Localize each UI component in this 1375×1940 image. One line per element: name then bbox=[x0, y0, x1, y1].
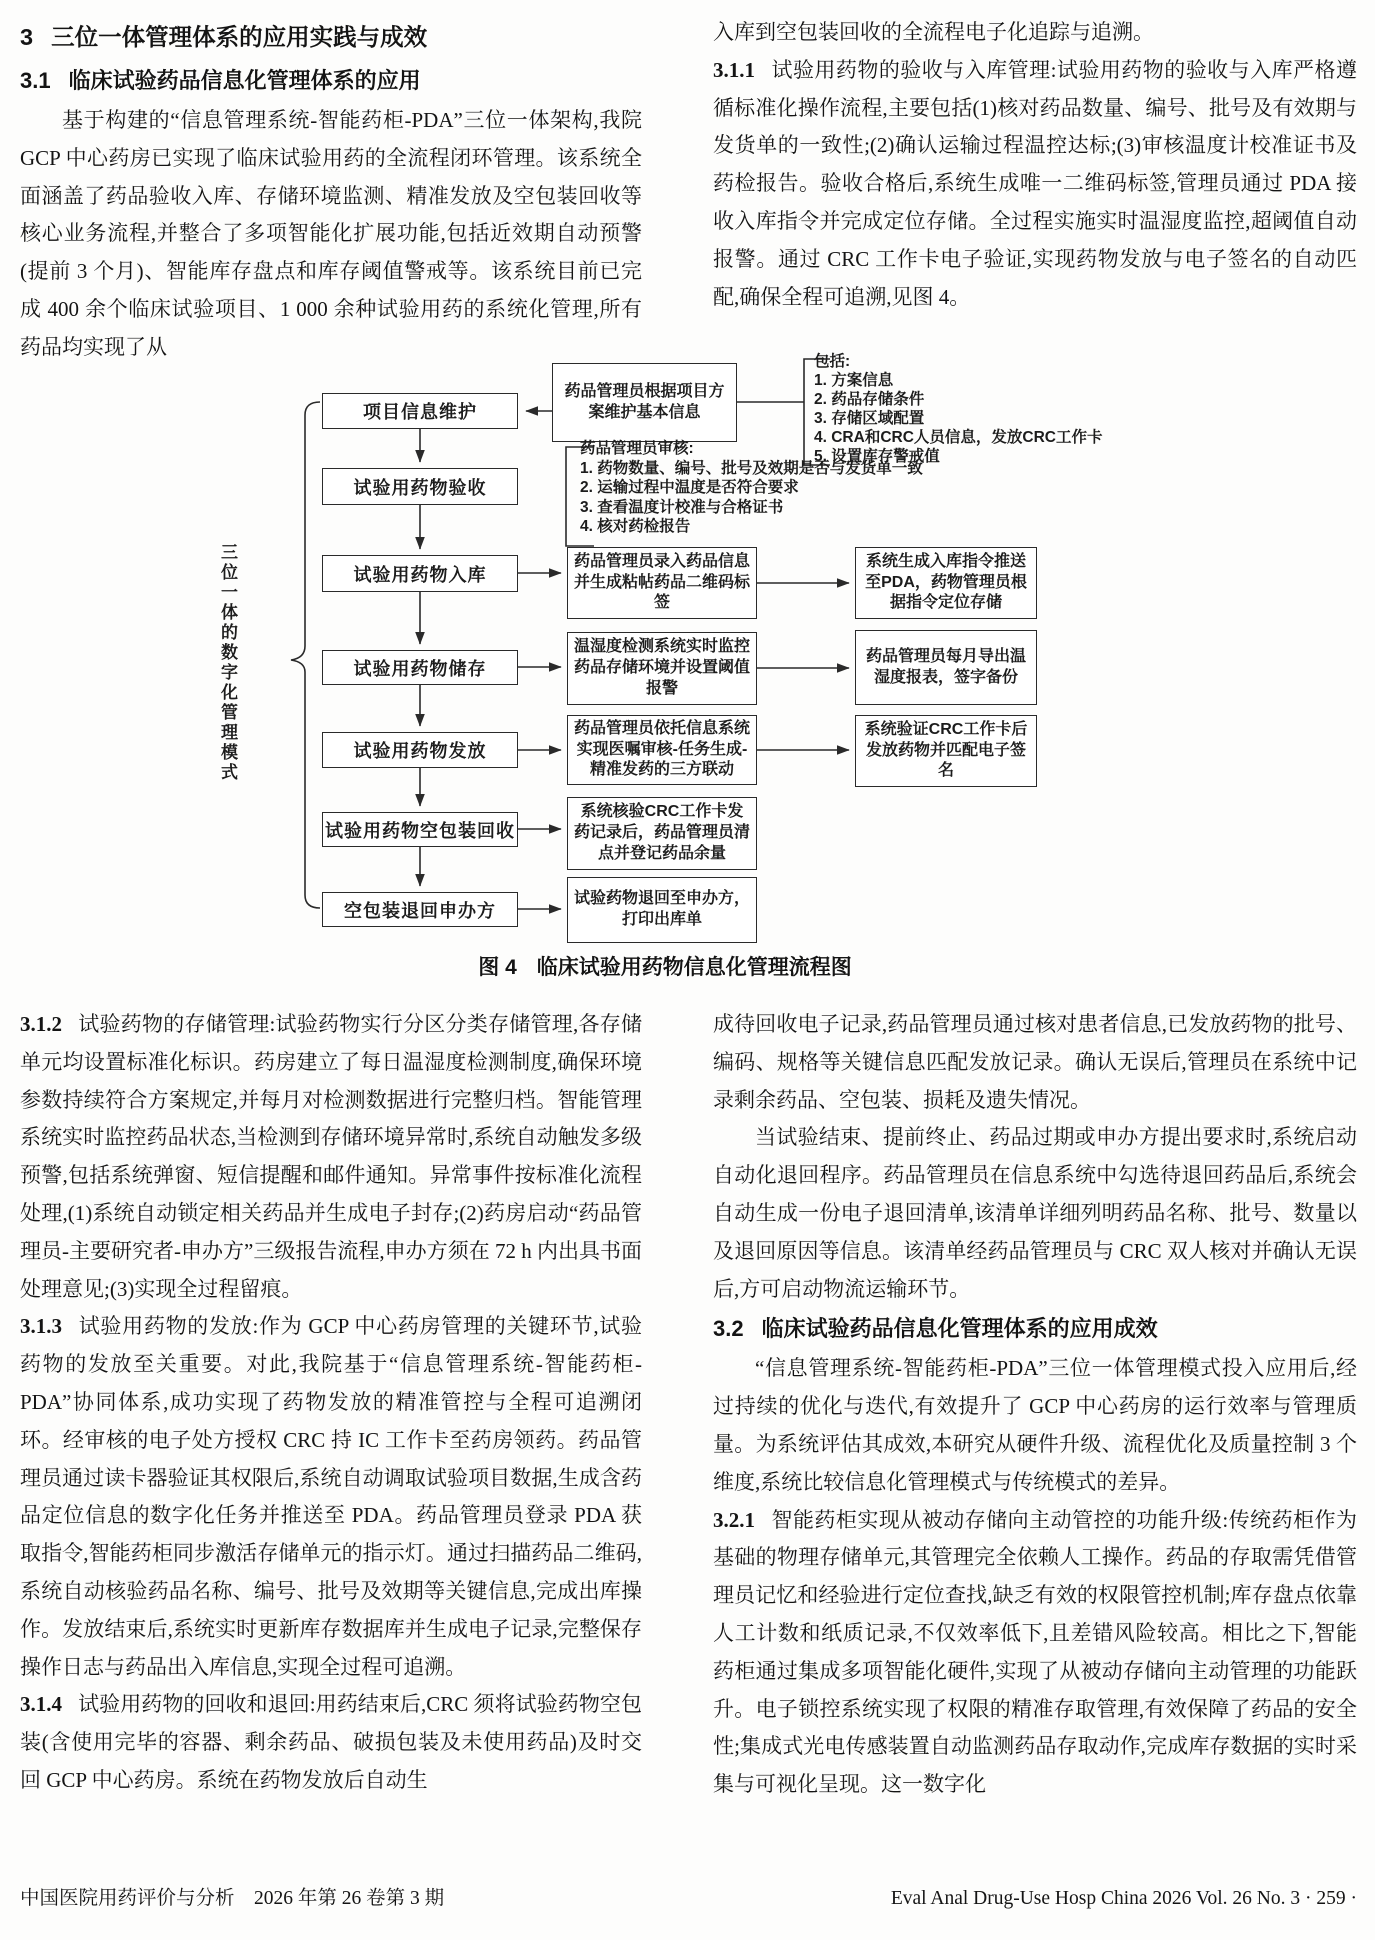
audit-list bbox=[580, 439, 923, 537]
paragraph-3-2-1-text: 智能药柜实现从被动存储向主动管控的功能升级:传统药柜作为基础的物理存储单元,其管理完全依赖人工操作。药品的存取需凭借管理员记忆和经验进行定位查找,缺乏有效的权限管控机制;库存盘点依靠人工计数和纸质记录,不仅效率低下,且差错风险较高。相比之下,智能药柜通过集成多项智能化硬件,实现了从被动存储向主动管理的功能跃升。电子锁控系统实现了权限的精准存取管理,有效保障了药品的安全性;集成式光电传感装置自动监测药品存取动作,完成库存数据的实时采集与可视化呈现。这一数字化 bbox=[713, 1507, 1357, 1797]
subsection-number: 3.1 bbox=[20, 68, 51, 93]
figure-caption-title: 临床试验用药物信息化管理流程图 bbox=[536, 956, 852, 979]
include-list-item: 1. 方案信息 bbox=[814, 372, 894, 389]
paragraph: 基于构建的“信息管理系统-智能药柜-PDA”三位一体架构,我院 GCP 中心药房已实现了临床试验用药的全流程闭环管理。该系统全面涵盖了药品验收入库、存储环境监测、精准发放及空包装回收等核心业务流程,并整合了多项智能化扩展功能,包括近效期自动预警(提前 3 个月)、智能库存盘点和库存阈值警戒等。该系统目前已完成 400 余个临床试验项目、1 000 余种试验用药的系统化管理,所有药品均实现了从 bbox=[20, 108, 642, 359]
paragraph-3-1-4 bbox=[20, 1686, 642, 1799]
include-list-item: 3. 存储区域配置 bbox=[814, 410, 925, 427]
subsection-3-1-heading bbox=[20, 60, 642, 102]
paragraph: “信息管理系统-智能药柜-PDA”三位一体管理模式投入应用后,经过持续的优化与迭代,有效提升了 GCP 中心药房的运行效率与管理质量。为系统评估其成效,本研究从硬件升级、流程优化及质量控制 3 个维度,系统比较信息化管理模式与传统模式的差异。 bbox=[713, 1356, 1357, 1494]
paragraph-3-1-2 bbox=[20, 1006, 642, 1308]
paragraph-3-2-1 bbox=[713, 1502, 1357, 1804]
note-box-return-print: 试验药物退回至申办方，打印出库单 bbox=[567, 877, 757, 943]
flow-box-project-info-maintenance: 项目信息维护 bbox=[322, 393, 518, 429]
paragraph-3-1-1 bbox=[713, 52, 1357, 317]
flow-box-drug-acceptance: 试验用药物验收 bbox=[322, 468, 518, 505]
flow-box-drug-dispensing: 试验用药物发放 bbox=[322, 732, 518, 768]
right-column-bottom bbox=[713, 1006, 1357, 1804]
paragraph-3-1-3 bbox=[20, 1308, 642, 1686]
note-box-recycle-checking: 系统核验CRC工作卡发药记录后，药品管理员清点并登记药品余量 bbox=[567, 797, 757, 870]
left-column-top bbox=[20, 14, 642, 367]
figure-side-label: 三位一体的数字化管理模式 bbox=[218, 543, 237, 783]
paragraph-3-1-2-text: 试验药物的存储管理:试验药物实行分区分类存储管理,各存储单元均设置标准化标识。药房建立了每日温湿度检测制度,确保环境参数持续符合方案规定,并每月对检测数据进行完整归档。智能管理系统实时监控药品状态,当检测到存储环境异常时,系统自动触发多级预警,包括系统弹窗、短信提醒和邮件通知。异常事件按标准化流程处理,(1)系统自动锁定相关药品并生成电子封存;(2)药房启动“药品管理员-主要研究者-申办方”三级报告流程,申办方须在 72 h 内出具书面处理意见;(3)实现全过程留痕。 bbox=[20, 1012, 642, 1301]
paragraph-continuation: 成待回收电子记录,药品管理员通过核对患者信息,已发放药物的批号、编码、规格等关键信息匹配发放记录。确认无误后,管理员在系统中记录剩余药品、空包装、损耗及遗失情况。 bbox=[713, 1012, 1357, 1112]
figure-caption-number: 图 4 bbox=[478, 956, 517, 979]
flow-box-return-to-sponsor: 空包装退回申办方 bbox=[322, 892, 518, 927]
flow-box-drug-warehousing: 试验用药物入库 bbox=[322, 555, 518, 592]
heading-3-1-4-number: 3.1.4 bbox=[20, 1692, 62, 1717]
flow-box-drug-storage: 试验用药物储存 bbox=[322, 650, 518, 685]
audit-list-item: 药品管理员审核: bbox=[580, 440, 694, 457]
include-list-item: 包括: bbox=[814, 353, 851, 370]
section-number: 3 bbox=[20, 24, 34, 50]
subsection-3-2-heading bbox=[713, 1308, 1357, 1350]
note-box-warehousing-label: 药品管理员录入药品信息并生成粘帖药品二维码标签 bbox=[567, 547, 757, 619]
footer-journal-cn: 中国医院用药评价与分析 2026 年第 26 卷第 3 期 bbox=[20, 1888, 445, 1909]
audit-list-item: 1. 药物数量、编号、批号及效期是否与发货单一致 bbox=[580, 459, 923, 477]
paragraph-continuation: 入库到空包装回收的全流程电子化追踪与追溯。 bbox=[713, 20, 1154, 44]
heading-3-2-1-number: 3.2.1 bbox=[713, 1507, 755, 1532]
heading-3-1-1-number: 3.1.1 bbox=[713, 57, 755, 82]
paragraph: 当试验结束、提前终止、药品过期或申办方提出要求时,系统启动自动化退回程序。药品管理员在信息系统中勾选待退回药品后,系统会自动生成一份电子退回清单,该清单详细列明药品名称、批号、数量以及退回原因等信息。该清单经药品管理员与 CRC 双人核对并确认无误后,方可启动物流运输环节。 bbox=[713, 1125, 1357, 1301]
audit-list-item: 2. 运输过程中温度是否符合要求 bbox=[580, 479, 799, 496]
result-box-crc-verification: 系统验证CRC工作卡后发放药物并匹配电子签名 bbox=[855, 715, 1037, 787]
audit-list-item: 4. 核对药检报告 bbox=[580, 518, 691, 535]
note-box-maintain-basic-info: 药品管理员根据项目方案维护基本信息 bbox=[552, 363, 737, 442]
heading-3-1-2-number: 3.1.2 bbox=[20, 1012, 62, 1036]
result-box-monthly-report: 药品管理员每月导出温湿度报表，签字备份 bbox=[855, 630, 1037, 705]
audit-list-item: 3. 查看温度计校准与合格证书 bbox=[580, 498, 784, 516]
include-list-item: 2. 药品存储条件 bbox=[814, 391, 925, 408]
include-list-item: 4. CRA和CRC人员信息，发放CRC工作卡 bbox=[814, 429, 1103, 446]
paragraph-3-1-3-text: 试验用药物的发放:作为 GCP 中心药房管理的关键环节,试验药物的发放至关重要。对此,我院基于“信息管理系统-智能药柜-PDA”协同体系,成功实现了药物发放的精准管控与全程可追溯闭环。经审核的电子处方授权 CRC 持 IC 工作卡至药房领药。药品管理员通过读卡器验证其权限后,系统自动调取试验项目数据,生成含药品定位信息的数字化任务并推送至 PDA。药品管理员登录 PDA 获取指令,智能药柜同步激活存储单元的指示灯。通过扫描药品二维码,系统自动核验药品名称、编号、批号及效期等关键信息,完成出库操作。发放结束后,系统实时更新库存数据库并生成电子记录,完整保存操作日志与药品出入库信息,实现全过程可追溯。 bbox=[20, 1314, 642, 1679]
heading-3-1-3-number: 3.1.3 bbox=[20, 1314, 62, 1339]
figure-caption bbox=[0, 951, 1330, 981]
footer-journal-en: Eval Anal Drug-Use Hosp China 2026 Vol. 26 No. 3 · 259 · bbox=[890, 1888, 1357, 1909]
section-3-heading bbox=[20, 14, 642, 60]
paragraph-3-1-1-text: 试验用药物的验收与入库管理:试验用药物的验收与入库严格遵循标准化操作流程,主要包括(1)核对药品数量、编号、批号及有效期与发货单的一致性;(2)确认运输过程温控达标;(3)审核温度计校准证书及药检报告。验收合格后,系统生成唯一二维码标签,管理员通过 PDA 接收入库指令并完成定位存储。全过程实施实时温湿度监控,超阈值自动报警。通过 CRC 工作卡电子验证,实现药物发放与电子签名的自动匹配,确保全程可追溯,见图 4。 bbox=[713, 57, 1357, 309]
subsection-title: 临床试验药品信息化管理体系的应用成效 bbox=[761, 1316, 1158, 1342]
figure-4-flowchart bbox=[0, 350, 1375, 950]
subsection-number: 3.2 bbox=[713, 1316, 744, 1342]
paragraph-3-1-4-text: 试验用药物的回收和退回:用药结束后,CRC 须将试验药物空包装(含使用完毕的容器、剩余药品、破损包装及未使用药品)及时交回 GCP 中心药房。系统在药物发放后自动生 bbox=[20, 1692, 642, 1792]
result-box-putaway-instruction: 系统生成入库指令推送至PDA，药物管理员根据指令定位存储 bbox=[855, 547, 1037, 619]
section-title: 三位一体管理体系的应用实践与成效 bbox=[51, 24, 428, 50]
note-box-storage-monitoring: 温湿度检测系统实时监控药品存储环境并设置阈值报警 bbox=[567, 632, 757, 705]
include-list-item: 5. 设置库存警戒值 bbox=[814, 448, 940, 465]
subsection-title: 临床试验药品信息化管理体系的应用 bbox=[68, 68, 421, 93]
note-box-dispensing-linkage: 药品管理员依托信息系统实现医嘱审核-任务生成-精准发药的三方联动 bbox=[567, 715, 757, 785]
brace-left bbox=[291, 402, 320, 908]
right-column-top bbox=[713, 14, 1357, 316]
left-column-bottom bbox=[20, 1006, 642, 1800]
flow-box-empty-package-recycling: 试验用药物空包装回收 bbox=[322, 812, 518, 847]
